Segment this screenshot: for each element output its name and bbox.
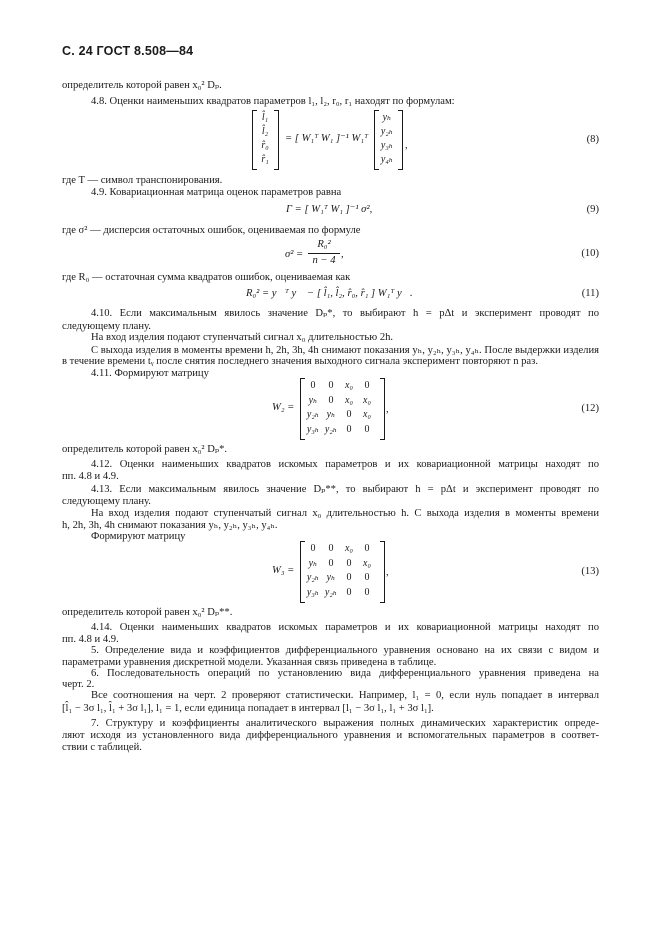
- comma: ,: [386, 567, 389, 578]
- text-line: Формируют матрицу: [91, 531, 186, 542]
- bracket-right: [380, 541, 385, 603]
- equation-8: [252, 110, 592, 172]
- text-line: определитель которой равен x₀² Dₚ**.: [62, 607, 233, 618]
- text-line: определитель которой равен x₀² Dₚ.: [62, 80, 222, 91]
- matrix-cell: 0: [346, 572, 352, 583]
- paragraph-4-12: 4.12. Оценки наименьших квадратов искомых параметров и их ковариационной матрицы находят по: [91, 459, 599, 470]
- fraction-bar: [308, 253, 340, 254]
- matrix-cell: y₂ₕ: [324, 586, 338, 598]
- matrix-cell: 0: [346, 409, 352, 420]
- text-line: На вход изделия подают ступенчатый сигнал x₀ длительностью h. С выхода изделия в моменты времени: [91, 508, 599, 519]
- text-line: определитель которой равен x₀² Dₚ*.: [62, 444, 228, 455]
- matrix-cell: 0: [346, 423, 352, 435]
- text-line: где R₀ — остаточная сумма квадратов ошибок, оцениваемая как: [62, 272, 351, 283]
- fraction-numerator: R₀²: [317, 239, 331, 250]
- matrix-cell: y₂ₕ: [306, 409, 320, 420]
- matrix-cell: x₀: [363, 394, 371, 406]
- paragraph-4-9: 4.9. Ковариационная матрица оценок параметров равна: [91, 187, 342, 198]
- paragraph-4-13: 4.13. Если максимальным явилось значение Dₚ**, то выбирают h = pΔt и эксперимент проводят по: [91, 484, 599, 495]
- bracket-right: [274, 110, 279, 170]
- matrix-w3: [300, 541, 390, 603]
- equation-10-lhs: σ² =: [285, 249, 304, 260]
- text-line: На вход изделия подают ступенчатый сигнал x₀ длительностью 2h.: [91, 332, 394, 343]
- fraction-denominator: n − 4: [312, 254, 336, 266]
- estimate-l2: l̂₂: [261, 126, 269, 137]
- text-line: пп. 4.8 и 4.9.: [62, 634, 119, 645]
- text-line: следующему плану.: [62, 321, 151, 332]
- matrix-cell: 0: [364, 380, 370, 391]
- matrix-cell: x₀: [363, 409, 371, 420]
- text-line: [l̂₁ − 3σ l₁, l̂₁ + 3σ l₁], l₁ = 1, если единица попадает в интервал [l₁ − 3σ l₁, l₁ + 3σ l₁].: [62, 703, 434, 714]
- estimate-r1: r̂₁: [261, 154, 269, 165]
- equation-12-lhs: W₂ =: [272, 402, 295, 413]
- text-line: С выхода изделия в моменты времени h, 2h, 3h, 4h снимают показания yₕ, y₂ₕ, y₃ₕ, y₄ₕ. После выдержки изделия: [91, 345, 599, 356]
- text-line: черт. 2.: [62, 679, 95, 690]
- matrix-cell: y₃ₕ: [306, 423, 320, 435]
- text-line: в течение времени tᵧ после снятия последнего значения выходного сигнала эксперимент повторяют n раз.: [62, 356, 538, 367]
- paragraph-4-11: 4.11. Формируют матрицу: [91, 368, 209, 379]
- matrix-cell: 0: [328, 394, 334, 406]
- matrix-cell: 0: [328, 557, 334, 569]
- text-line: h, 2h, 3h, 4h снимают показания yₕ, y₂ₕ, y₃ₕ, y₄ₕ.: [62, 520, 278, 531]
- matrix-cell: yₕ: [326, 409, 336, 420]
- equation-number: (12): [581, 403, 599, 414]
- equation-9: Γ = [ W₁ᵀ W₁ ]⁻¹ σ²,: [286, 204, 373, 215]
- equation-8-body: = [ W₁ᵀ W₁ ]⁻¹ W₁ᵀ: [285, 133, 369, 144]
- matrix-cell: y₂ₕ: [324, 423, 338, 435]
- matrix-cell: x₀: [363, 557, 371, 569]
- comma: ,: [341, 249, 344, 260]
- text-line: следующему плану.: [62, 496, 151, 507]
- matrix-cell: x₀: [345, 543, 353, 554]
- estimate-l1: l̂₁: [261, 112, 269, 123]
- paragraph-7: 7. Структуру и коэффициенты аналитического выражения полных динамических характеристик опреде-: [91, 718, 599, 729]
- equation-number: (8): [586, 134, 599, 145]
- equation-number: (9): [586, 204, 599, 215]
- matrix-cell: 0: [310, 543, 316, 554]
- paragraph-4-10: 4.10. Если максимальным явилось значение Dₚ*, то выбирают h = pΔt и эксперимент проводят по: [91, 308, 599, 319]
- matrix-cell: 0: [364, 572, 370, 583]
- text-line: пп. 4.8 и 4.9.: [62, 471, 119, 482]
- matrix-w2: [300, 378, 390, 440]
- text-line: где σ² — дисперсия остаточных ошибок, оцениваемая по формуле: [62, 225, 361, 236]
- y-4h: y₄ₕ: [380, 154, 394, 165]
- matrix-cell: 0: [364, 543, 370, 554]
- matrix-cell: 0: [364, 423, 370, 435]
- matrix-cell: y₂ₕ: [306, 572, 320, 583]
- matrix-cell: 0: [346, 586, 352, 598]
- matrix-cell: 0: [310, 380, 316, 391]
- paragraph-4-14: 4.14. Оценки наименьших квадратов искомых параметров и их ковариационной матрицы находят по: [91, 622, 599, 633]
- text-line: где T — символ транспонирования.: [62, 175, 223, 186]
- equation-number: (13): [581, 566, 599, 577]
- y-2h: y₂ₕ: [380, 126, 394, 137]
- comma: ,: [405, 140, 408, 151]
- matrix-cell: y₃ₕ: [306, 586, 320, 598]
- matrix-cell: 0: [328, 543, 334, 554]
- paragraph-5: 5. Определение вида и коэффициентов дифференциального уравнения основано на их связи с видом и: [91, 645, 599, 656]
- equation-number: (10): [581, 248, 599, 259]
- equation-13-lhs: W₃ =: [272, 565, 295, 576]
- equation-number: (11): [581, 288, 599, 299]
- matrix-cell: yₕ: [326, 572, 336, 583]
- equation-10-fraction: [308, 239, 340, 268]
- matrix-cell: yₕ: [308, 394, 318, 406]
- bracket-right: [380, 378, 385, 440]
- y-3h: y₃ₕ: [380, 140, 394, 151]
- paragraph-4-8: 4.8. Оценки наименьших квадратов параметров l₁, l₂, r₀, r₁ находят по формулам:: [91, 96, 455, 107]
- text-line: ствии с таблицей.: [62, 742, 142, 753]
- matrix-cell: x₀: [345, 394, 353, 406]
- paragraph-6: 6. Последовательность операций по установлению вида дифференциального уравнения приведена на: [91, 668, 599, 679]
- text-line: параметрами уравнения дискретной модели. Указанная связь приведена в таблице.: [62, 657, 437, 668]
- matrix-cell: 0: [364, 586, 370, 598]
- page-header: С. 24 ГОСТ 8.508—84: [62, 44, 194, 58]
- text-line: Все соотношения на черт. 2 проверяют статистически. Например, l₁ = 0, если нуль попадает в интервал: [91, 690, 599, 701]
- estimate-r0: r̂₀: [261, 140, 269, 151]
- equation-11: R₀² = y⃗ᵀ y⃗ − [ l̂₁, l̂₂, r̂₀, r̂₁ ] W₁ᵀ y⃗.: [246, 288, 413, 299]
- matrix-cell: yₕ: [308, 557, 318, 569]
- comma: ,: [386, 404, 389, 415]
- matrix-cell: x₀: [345, 380, 353, 391]
- matrix-cell: 0: [328, 380, 334, 391]
- matrix-cell: 0: [346, 557, 352, 569]
- y-h: yₕ: [382, 112, 392, 123]
- text-line: ляют исходя из установленного вида дифференциального уравнения и вспомогательных параметров в соответ-: [62, 730, 599, 741]
- bracket-right: [398, 110, 403, 170]
